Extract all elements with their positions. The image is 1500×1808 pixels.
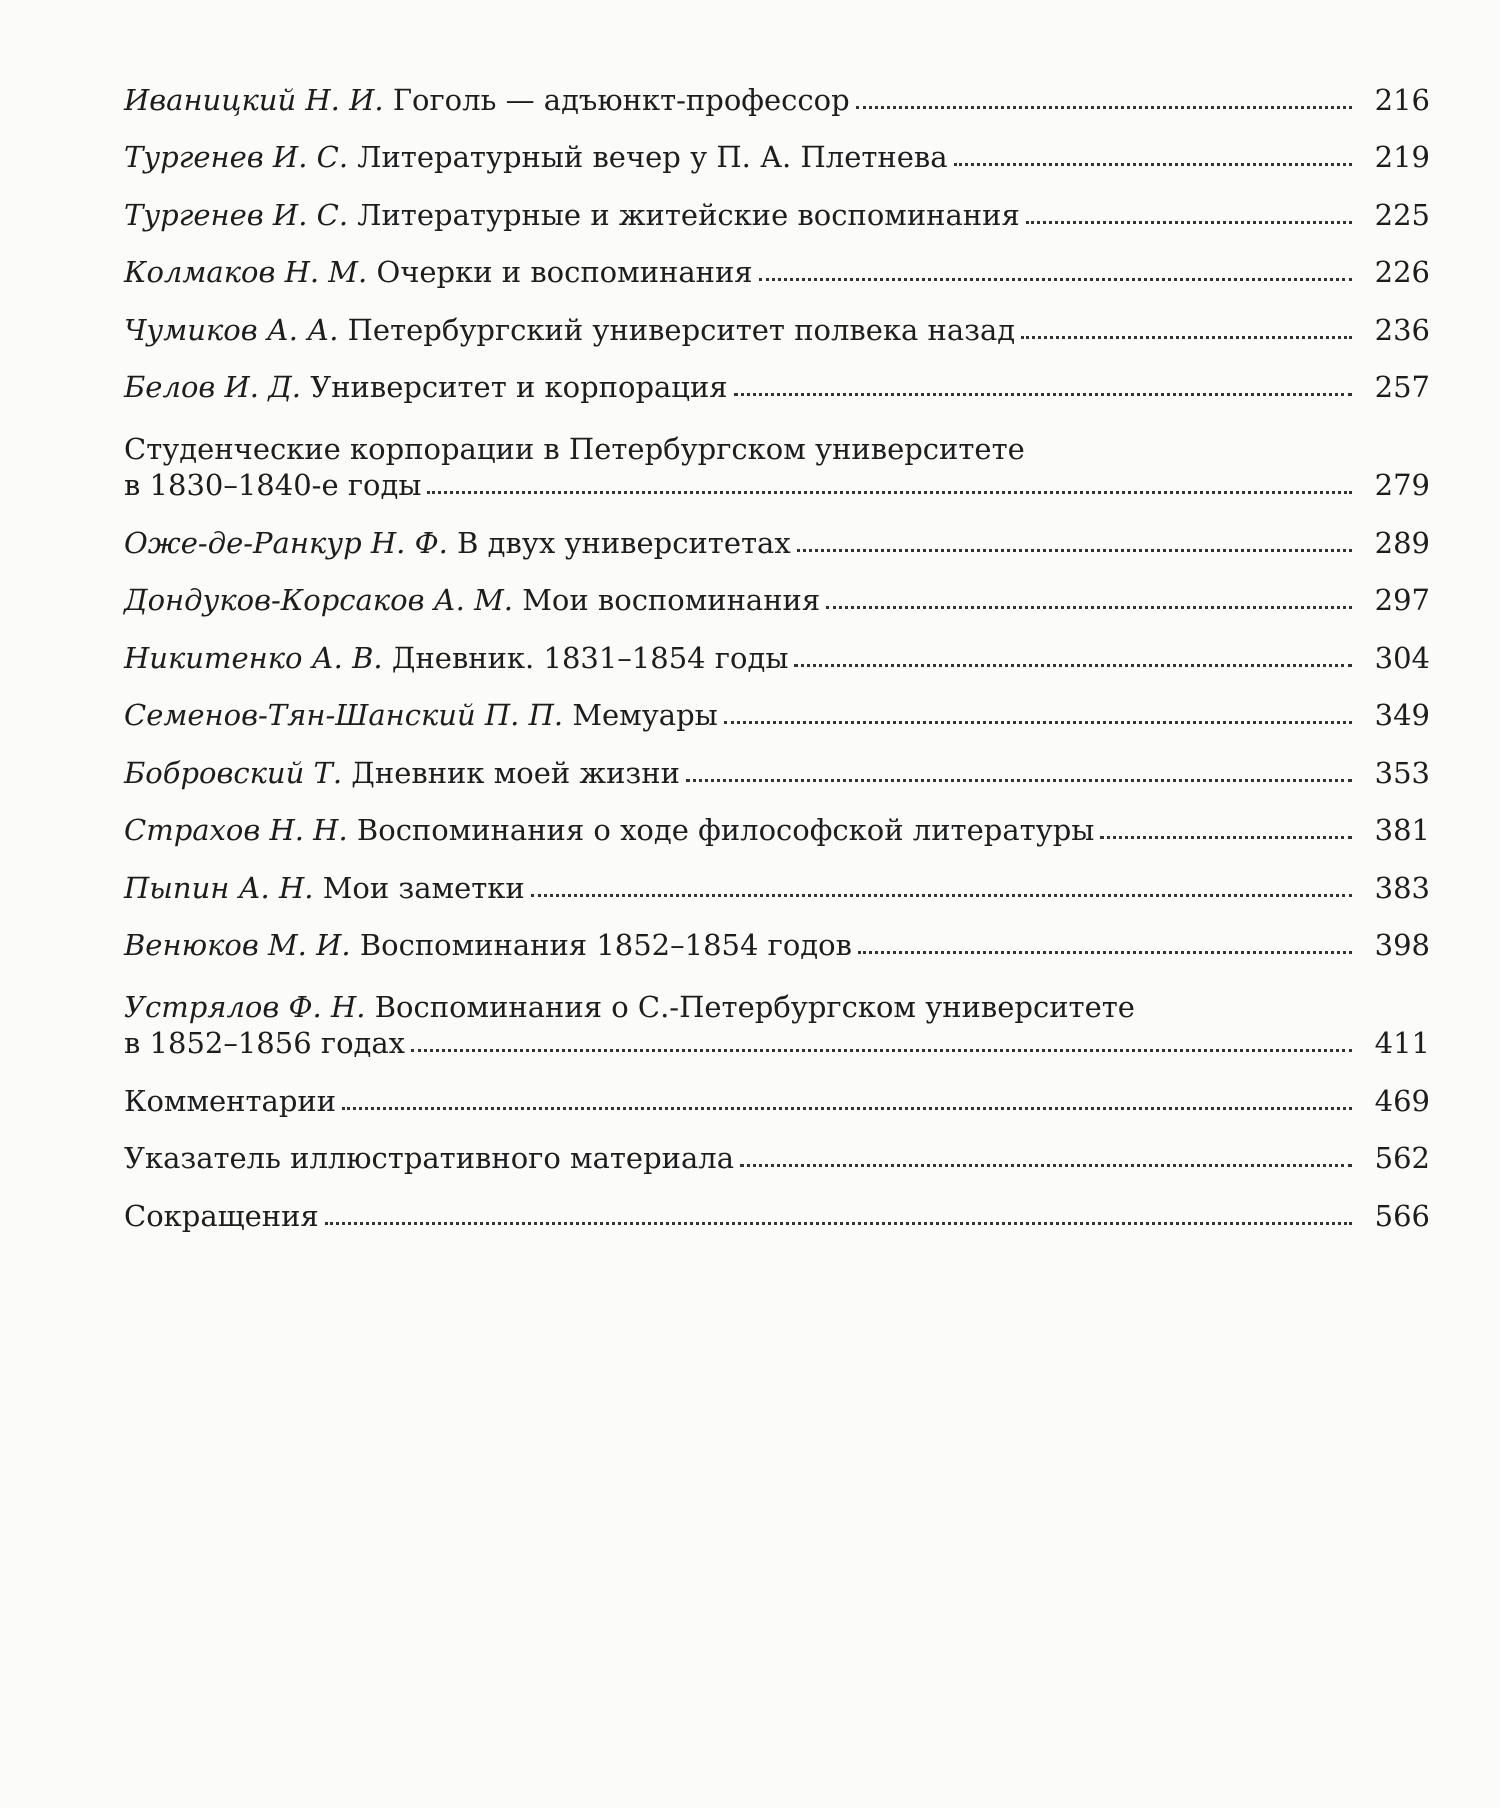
dot-leader: [856, 106, 1352, 109]
entry-title: Сокращения: [124, 1198, 319, 1233]
dot-leader: [794, 664, 1352, 667]
entry-title: [124, 929, 852, 961]
entry-title-text: Литературные и житейские воспоминания: [357, 197, 1020, 232]
dot-leader: [724, 721, 1352, 724]
page-number: 469: [1374, 1083, 1430, 1118]
entry-title-text: Мемуары: [572, 698, 718, 732]
toc-entry: [124, 975, 1430, 1073]
page-number: 236: [1374, 312, 1430, 347]
entry-title-line2: в 1852–1856 годах: [124, 1026, 406, 1060]
entry-title: [124, 699, 718, 731]
entry-title-line1: [124, 987, 1430, 1027]
entry-author: Семенов-Тян-Шанский П. П.: [124, 698, 564, 732]
page-number: 349: [1374, 698, 1430, 732]
table-of-contents: [124, 72, 1430, 1246]
page-number: 353: [1374, 755, 1430, 790]
page-number: 216: [1374, 82, 1430, 117]
dot-leader: [342, 1107, 1352, 1110]
entry-author: Белов И. Д.: [124, 370, 302, 404]
entry-author: Устрялов Ф. Н.: [124, 990, 366, 1024]
entry-title: [124, 371, 728, 403]
entry-title: [124, 199, 1020, 231]
entry-title-line1: Студенческие корпорации в Петербургском университете: [124, 432, 1025, 466]
page-number: 289: [1374, 525, 1430, 560]
entry-author: Бобровский Т.: [124, 755, 343, 790]
entry-title-text: Очерки и воспоминания: [376, 255, 753, 289]
page-number: 562: [1374, 1141, 1430, 1175]
toc-entry: [124, 417, 1430, 515]
entry-title-text: Воспоминания о ходе философской литературы: [356, 813, 1095, 847]
entry-title-text: Университет и корпорация: [310, 370, 728, 404]
entry-author: Тургенев И. С.: [124, 140, 349, 174]
toc-entry: [124, 360, 1430, 418]
page-number: 383: [1374, 870, 1430, 905]
entry-title-text: Дневник. 1831–1854 годы: [391, 640, 789, 675]
dot-leader: [1021, 336, 1352, 339]
toc-entry: [124, 302, 1430, 360]
page-number: 226: [1374, 255, 1430, 289]
page-number: 279: [1374, 468, 1430, 502]
entry-title-text: Гоголь — адъюнкт-профессор: [392, 82, 850, 117]
entry-title: Указатель иллюстративного материала: [124, 1141, 734, 1175]
dot-leader: [858, 951, 1352, 954]
entry-author: Тургенев И. С.: [124, 197, 349, 232]
toc-entry: [124, 918, 1430, 976]
toc-entry: [124, 130, 1430, 188]
page-number: 304: [1374, 640, 1430, 675]
entry-author: Колмаков Н. М.: [124, 255, 368, 289]
toc-entry: [124, 1131, 1430, 1189]
entry-title-text: В двух университетах: [457, 525, 791, 560]
dot-leader: [740, 1164, 1352, 1167]
toc-entry: [124, 630, 1430, 688]
page-number: 398: [1374, 928, 1430, 962]
entry-title-text: Дневник моей жизни: [351, 755, 680, 790]
toc-entry: [124, 803, 1430, 861]
toc-entry: [124, 1188, 1430, 1246]
entry-title-text: Мои заметки: [322, 870, 525, 905]
dot-leader: [1026, 221, 1352, 224]
entry-title: [124, 584, 820, 616]
dot-leader: [826, 606, 1352, 609]
entry-title: [124, 84, 850, 116]
entry-title: Комментарии: [124, 1083, 337, 1118]
entry-author: Оже-де-Ранкур Н. Ф.: [124, 525, 448, 560]
toc-entry: [124, 860, 1430, 918]
dot-leader: [686, 779, 1352, 782]
entry-title: [124, 141, 948, 173]
toc-entry: [124, 1073, 1430, 1131]
page-number: 297: [1374, 583, 1430, 617]
entry-title: [124, 527, 791, 559]
toc-entry: [124, 72, 1430, 130]
dot-leader: [531, 894, 1352, 897]
page-number: 225: [1374, 197, 1430, 232]
toc-entry: [124, 187, 1430, 245]
entry-title-line2: в 1830–1840-е годы: [124, 468, 422, 502]
entry-title-text: Воспоминания о С.-Петербургском университете: [374, 990, 1135, 1024]
page-number: 257: [1374, 370, 1430, 404]
entry-title-text: Мои воспоминания: [522, 583, 821, 617]
dot-leader: [411, 1049, 1352, 1052]
dot-leader: [797, 549, 1352, 552]
toc-entry: [124, 245, 1430, 303]
dot-leader: [325, 1222, 1352, 1225]
entry-title-text: Петербургский университет полвека назад: [347, 312, 1016, 347]
entry-title: [124, 256, 753, 288]
entry-title: [124, 757, 680, 789]
entry-title: [124, 314, 1015, 346]
dot-leader: [759, 278, 1352, 281]
dot-leader: [427, 491, 1352, 494]
entry-title: [124, 872, 525, 904]
page-number: 219: [1374, 140, 1430, 174]
entry-author: Чумиков А. А.: [124, 312, 339, 347]
dot-leader: [734, 393, 1352, 396]
toc-entry: [124, 573, 1430, 631]
entry-title-text: Воспоминания 1852–1854 годов: [359, 928, 852, 962]
entry-author: Пыпин А. Н.: [124, 870, 314, 905]
entry-title-text: Литературный вечер у П. А. Плетнева: [357, 140, 948, 174]
entry-author: Страхов Н. Н.: [124, 813, 348, 847]
dot-leader: [1100, 836, 1352, 839]
page-number: 381: [1374, 813, 1430, 847]
entry-author: Никитенко А. В.: [124, 640, 383, 675]
entry-author: Дондуков-Корсаков А. М.: [124, 583, 513, 617]
entry-author: Венюков М. И.: [124, 928, 351, 962]
dot-leader: [954, 163, 1352, 166]
entry-author: Иваницкий Н. И.: [124, 82, 384, 117]
entry-title: [124, 814, 1094, 846]
toc-entry: [124, 745, 1430, 803]
entry-title: [124, 642, 788, 674]
toc-entry: [124, 688, 1430, 746]
page-number: 566: [1374, 1198, 1430, 1233]
toc-entry: [124, 515, 1430, 573]
page-number: 411: [1374, 1026, 1430, 1060]
